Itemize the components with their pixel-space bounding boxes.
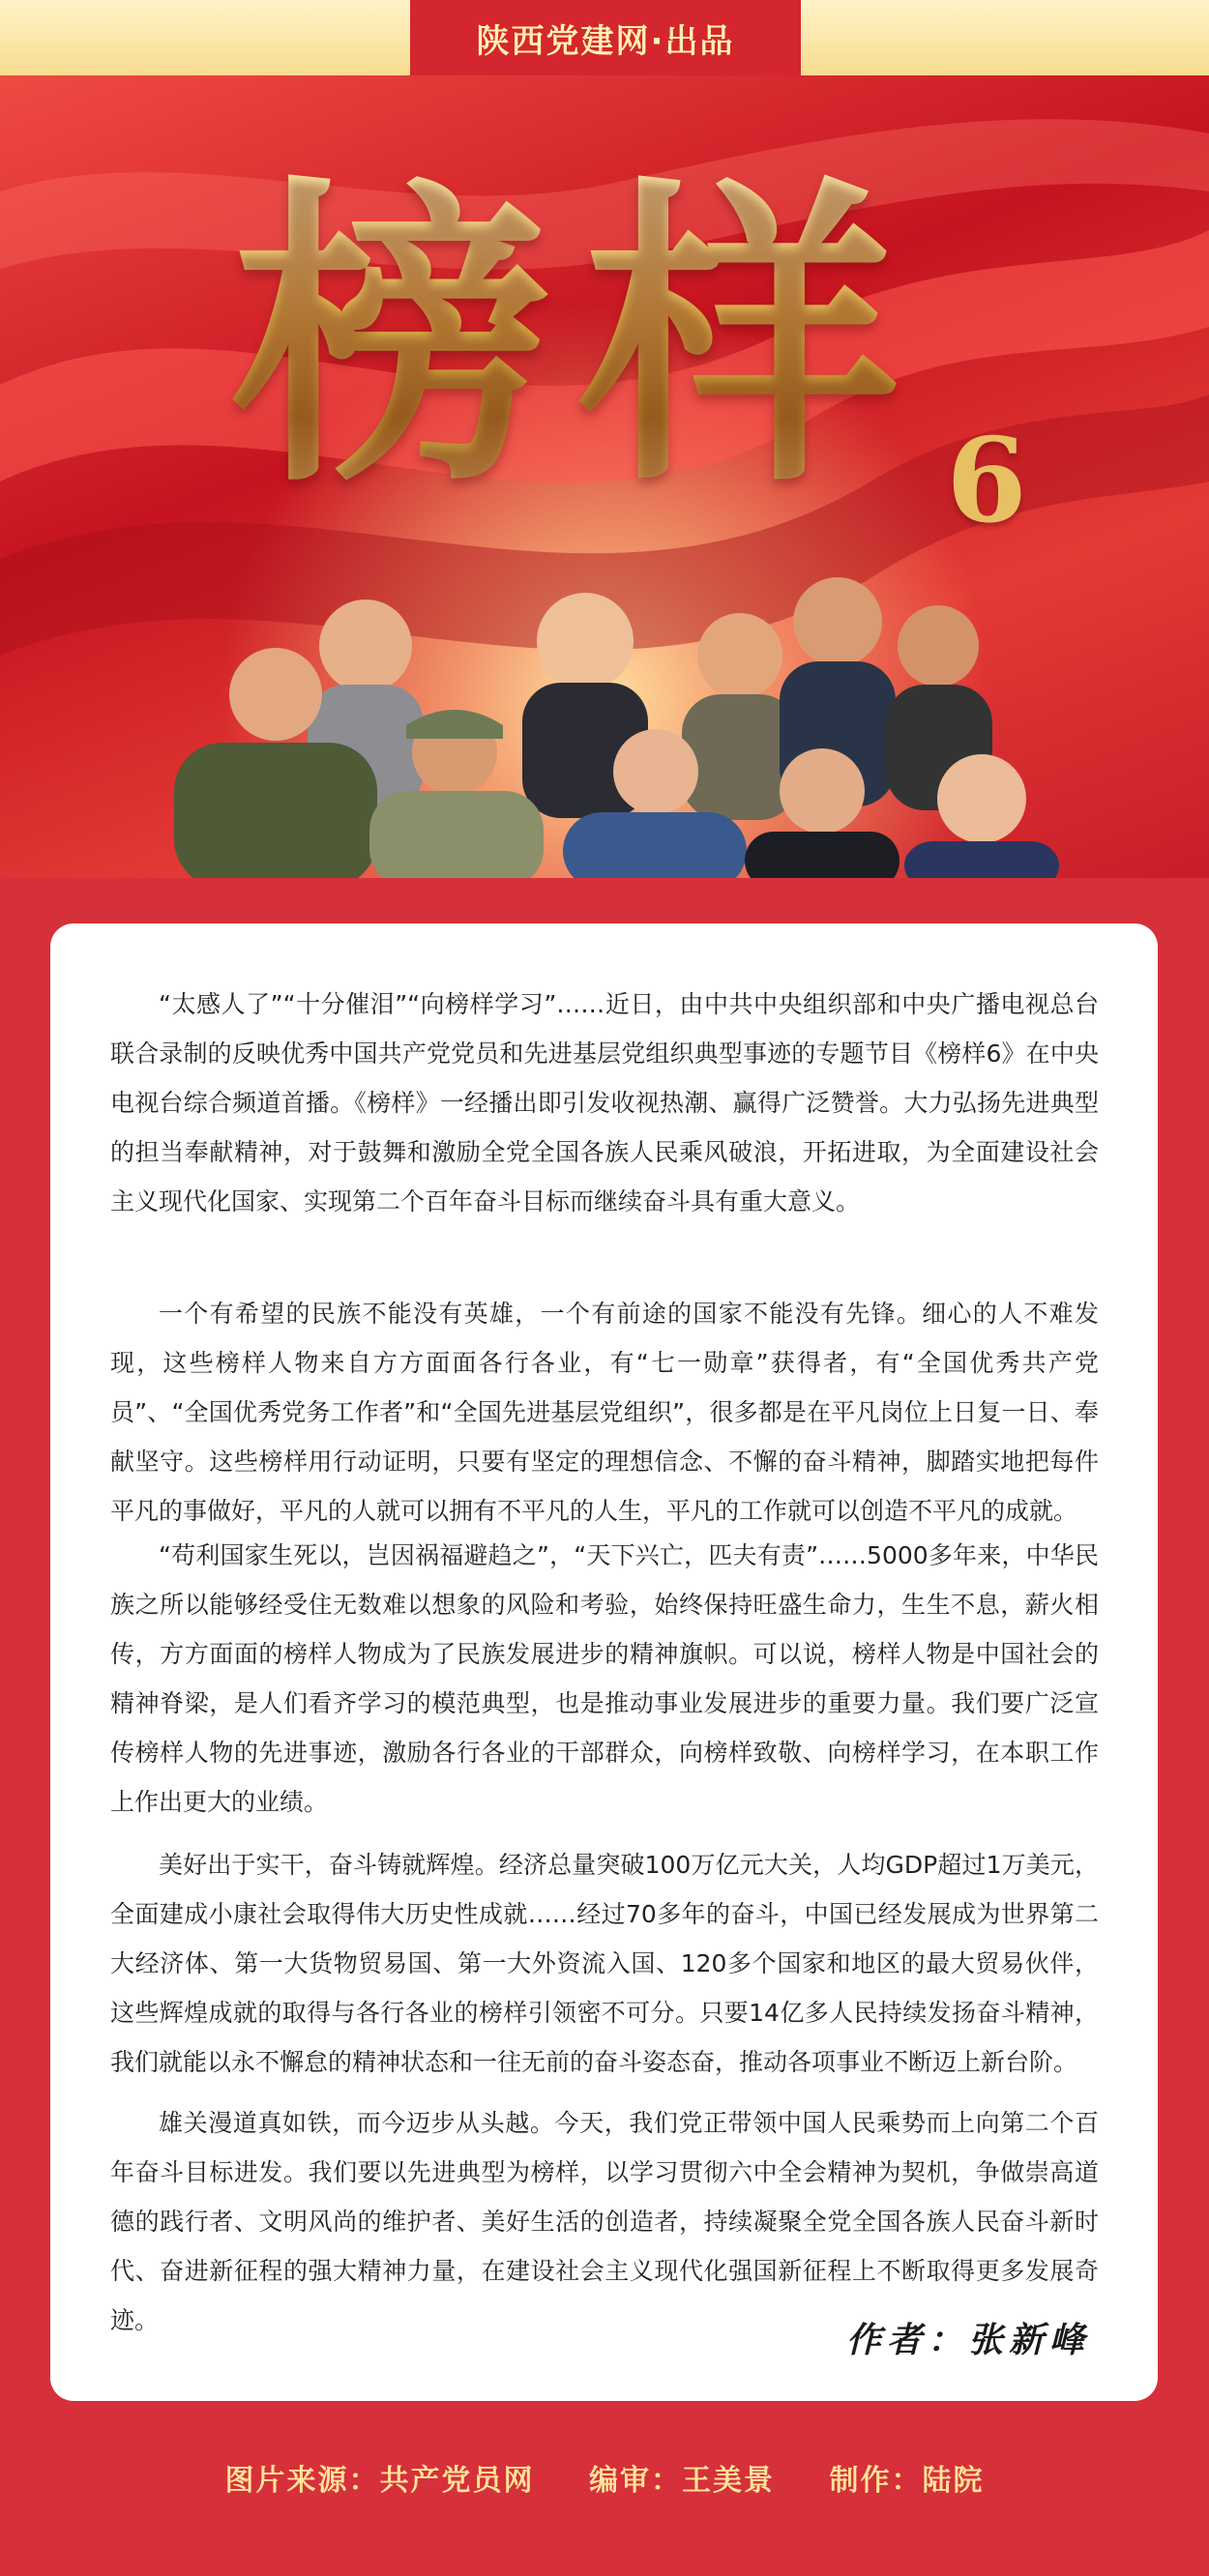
article-card	[50, 923, 1158, 2401]
top-banner	[0, 0, 1209, 75]
image-source-credit: 图片来源：共产党员网	[224, 2464, 535, 2498]
producer-credit: 制作：陆院	[829, 2464, 985, 2498]
edition-number: 6	[946, 413, 1027, 549]
hero-banner	[0, 75, 1209, 878]
publisher-tab: 陕西党建网·出品	[410, 0, 801, 75]
credits-footer	[0, 2452, 1209, 2510]
article-paragraph: “太感人了”“十分催泪”“向榜样学习”……近日，由中共中央组织部和中央广播电视总台联合录制的反映优秀中国共产党党员和先进基层党组织典型事迹的专题节目《榜样6》在中央电视台综合频道首播。《榜样》一经播出即引发收视热潮、赢得广泛赞誉。大力弘扬先进典型的担当奉献精神，对于鼓舞和激励全党全国各族人民乘风破浪，开拓进取，为全面建设社会主义现代化国家、实现第二个百年奋斗目标而继续奋斗具有重大意义。	[110, 990, 1099, 1215]
hero-title: 榜样	[164, 133, 996, 540]
article-paragraph: 美好出于实干，奋斗铸就辉煌。经济总量突破100万亿元大关，人均GDP超过1万美元，全面建成小康社会取得伟大历史性成就……经过70多年的奋斗，中国已经发展成为世界第二大经济体、第一大货物贸易国、第一大外资流入国、120多个国家和地区的最大贸易伙伴，这些辉煌成就的取得与各行各业的榜样引领密不可分。只要14亿多人民持续发扬奋斗精神，我们就能以永不懈怠的精神状态和一往无前的奋斗姿态奋，推动各项事业不断迈上新台阶。	[110, 1851, 1099, 2076]
article-paragraph: “苟利国家生死以，岂因祸福避趋之”，“天下兴亡，匹夫有责”……5000多年来，中华民族之所以能够经受住无数难以想象的风险和考验，始终保持旺盛生命力，生生不息，薪火相传，方方面面的榜样人物成为了民族发展进步的精神旗帜。可以说，榜样人物是中国社会的精神脊梁，是人们看齐学习的模范典型，也是推动事业发展进步的重要力量。我们要广泛宣传榜样人物的先进事迹，激励各行各业的干部群众，向榜样致敬、向榜样学习，在本职工作上作出更大的业绩。	[110, 1541, 1099, 1816]
editor-credit: 编审：王美景	[589, 2464, 775, 2498]
article-paragraph: 雄关漫道真如铁，而今迈步从头越。今天，我们党正带领中国人民乘势而上向第二个百年奋斗目标进发。我们要以先进典型为榜样，以学习贯彻六中全会精神为契机，争做崇高道德的践行者、文明风尚的维护者、美好生活的创造者，持续凝聚全党全国各族人民奋斗新时代、奋进新征程的强大精神力量，在建设社会主义现代化强国新征程上不断取得更多发展奇迹。	[110, 2109, 1099, 2334]
role-models-group-photo	[0, 75, 1209, 878]
author-signature: 作者：张新峰	[845, 2320, 1090, 2360]
article-paragraph: 一个有希望的民族不能没有英雄，一个有前途的国家不能没有先锋。细心的人不难发现，这些榜样人物来自方方面面各行各业，有“七一勋章”获得者，有“全国优秀共产党员”、“全国优秀党务工作者”和“全国先进基层党组织”，很多都是在平凡岗位上日复一日、奉献坚守。这些榜样用行动证明，只要有坚定的理想信念、不懈的奋斗精神，脚踏实地把每件平凡的事做好，平凡的人就可以拥有不平凡的人生，平凡的工作就可以创造不平凡的成就。	[110, 1300, 1099, 1525]
